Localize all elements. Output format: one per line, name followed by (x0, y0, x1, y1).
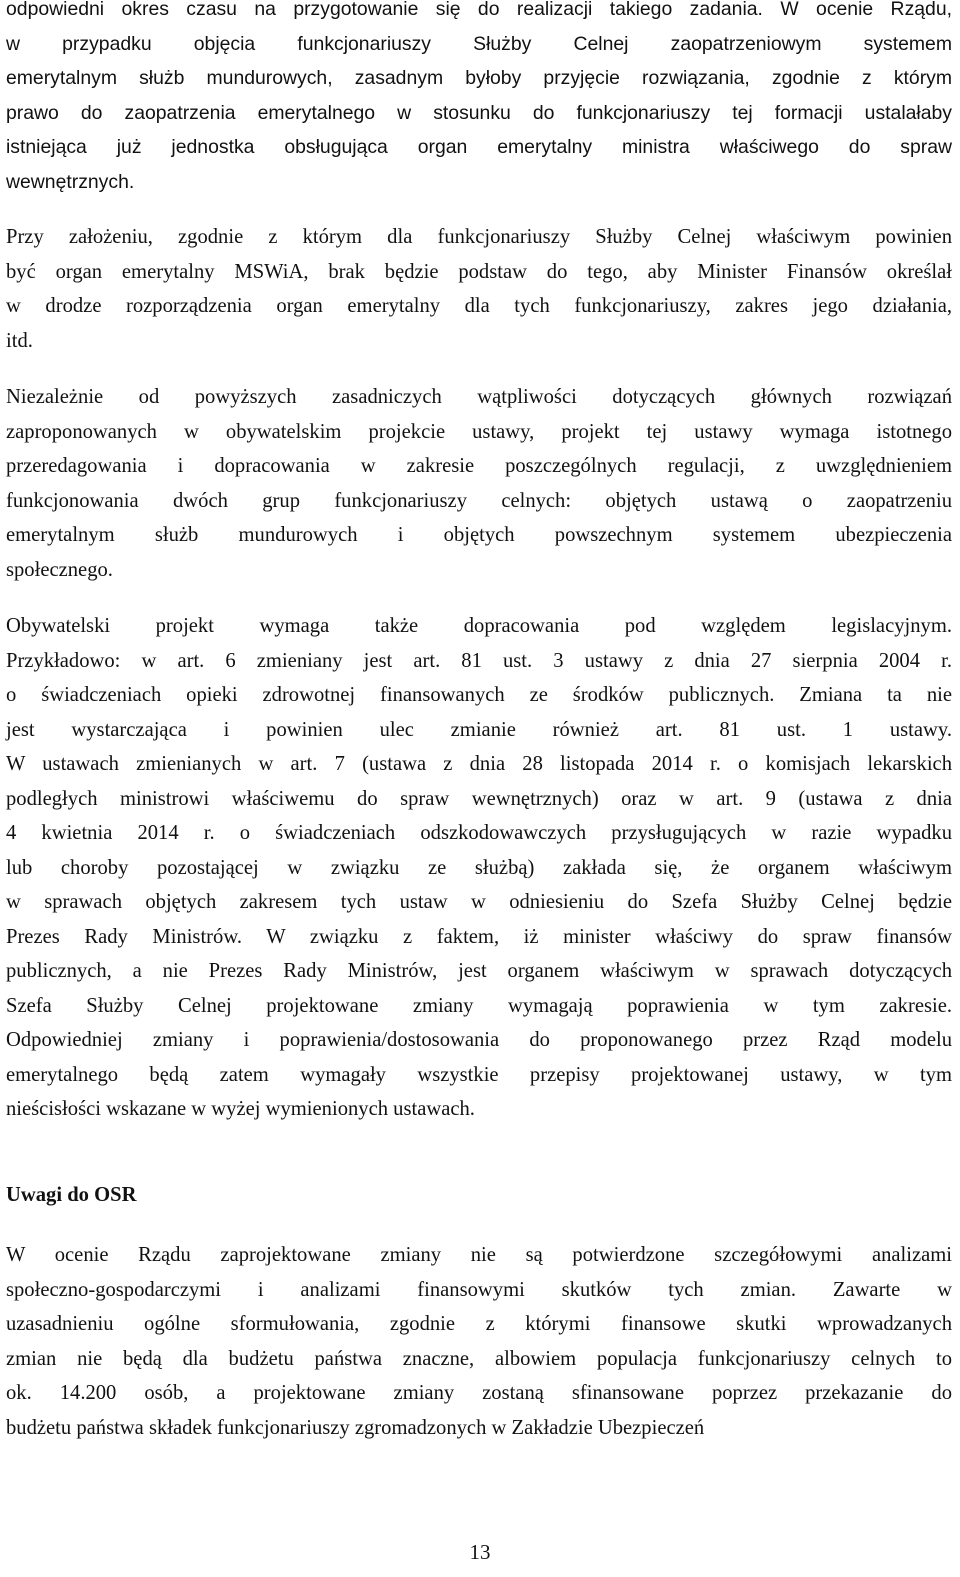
paragraph-watpliwosci (6, 380, 952, 587)
text-line: nieścisłości wskazane w wyżej wymienionych ustawach. (6, 1098, 475, 1120)
paragraph-emerytalny-organ (6, 0, 952, 199)
section-heading-osr: Uwagi do OSR (6, 1184, 137, 1206)
text-line: zmian nie będą dla budżetu państwa znaczne, albowiem populacja funkcjonariuszy celnych to (6, 1347, 952, 1370)
text-line: W ocenie Rządu zaprojektowane zmiany nie są potwierdzone szczegółowymi analizami (6, 1244, 952, 1266)
text-line: istniejąca już jednostka obsługująca organ emerytalny ministra właściwego do spraw (6, 136, 952, 158)
page-number: 13 (469, 1540, 491, 1564)
text-line: prawo do zaopatrzenia emerytalnego w stosunku do funkcjonariuszy tej formacji ustalałaby (6, 101, 952, 124)
text-line: Prezes Rady Ministrów. W związku z faktem, iż minister właściwy do spraw finansów (6, 925, 952, 948)
text-line: w przypadku objęcia funkcjonariuszy Służby Celnej zaopatrzeniowym systemem (6, 32, 952, 55)
text-line: społeczno-gospodarczymi i analizami finansowymi skutków tych zmian. Zawarte w (6, 1278, 952, 1301)
text-line: lub choroby pozostającej w związku ze służbą) zakłada się, że organem właściwym (6, 856, 952, 879)
text-line: publicznych, a nie Prezes Rady Ministrów, jest organem właściwym w sprawach dotyczących (6, 960, 952, 982)
text-line: być organ emerytalny MSWiA, brak będzie podstaw do tego, aby Minister Finansów określał (6, 260, 952, 283)
text-line: przeredagowania i dopracowania w zakresie poszczególnych regulacji, z uwzględnieniem (6, 455, 952, 477)
text-line: w drodze rozporządzenia organ emerytalny dla tych funkcjonariuszy, zakres jego działania, (6, 295, 952, 317)
text-line: ok. 14.200 osób, a projektowane zmiany zostaną sfinansowane poprzez przekazanie do (6, 1382, 952, 1404)
paragraph-legislacyjny (6, 609, 952, 1127)
text-line: 4 kwietnia 2014 r. o świadczeniach odszkodowawczych przysługujących w razie wypadku (6, 822, 952, 844)
text-line: zaproponowanych w obywatelskim projekcie ustawy, projekt tej ustawy wymaga istotnego (6, 420, 952, 443)
text-line: Odpowiedniej zmiany i poprawienia/dostosowania do proponowanego przez Rząd modelu (6, 1029, 952, 1051)
text-line: Przykładowo: w art. 6 zmieniany jest art. 81 ust. 3 ustawy z dnia 27 sierpnia 2004 r. (6, 649, 952, 672)
text-line: Obywatelski projekt wymaga także dopracowania pod względem legislacyjnym. (6, 615, 952, 637)
text-line: emerytalnym służb mundurowych, zasadnym byłoby przyjęcie rozwiązania, zgodnie z którym (6, 67, 952, 89)
text-line: wewnętrznych. (6, 170, 135, 193)
text-line: odpowiedni okres czasu na przygotowanie się do realizacji takiego zadania. W ocenie Rządu, (6, 0, 952, 20)
text-line: w sprawach objętych zakresem tych ustaw w odniesieniu do Szefa Służby Celnej będzie (6, 891, 952, 913)
text-line: uzasadnieniu ogólne sformułowania, zgodnie z którymi finansowe skutki wprowadzanych (6, 1313, 952, 1335)
paragraph-osr (6, 1238, 952, 1445)
text-line: Szefa Służby Celnej projektowane zmiany wymagają poprawienia w tym zakresie. (6, 994, 952, 1017)
text-line: emerytalnego będą zatem wymagały wszystkie przepisy projektowanej ustawy, w tym (6, 1063, 952, 1086)
text-line: podległych ministrowi właściwemu do spraw wewnętrznych) oraz w art. 9 (ustawa z dnia (6, 787, 952, 810)
paragraph-mswia (6, 220, 952, 358)
text-line: Przy założeniu, zgodnie z którym dla funkcjonariuszy Służby Celnej właściwym powinien (6, 226, 952, 248)
text-line: itd. (6, 329, 33, 352)
text-line: społecznego. (6, 558, 113, 581)
text-line: o świadczeniach opieki zdrowotnej finansowanych ze środków publicznych. Zmiana ta nie (6, 684, 952, 706)
text-line: funkcjonowania dwóch grup funkcjonariuszy celnych: objętych ustawą o zaopatrzeniu (6, 489, 952, 512)
text-line: W ustawach zmienianych w art. 7 (ustawa z dnia 28 listopada 2014 r. o komisjach lekarskich (6, 753, 952, 775)
text-line: jest wystarczająca i powinien ulec zmianie również art. 81 ust. 1 ustawy. (6, 718, 952, 741)
text-line: budżetu państwa składek funkcjonariuszy zgromadzonych w Zakładzie Ubezpieczeń (6, 1416, 705, 1439)
text-line: Niezależnie od powyższych zasadniczych wątpliwości dotyczących głównych rozwiązań (6, 386, 952, 408)
text-line: emerytalnym służb mundurowych i objętych powszechnym systemem ubezpieczenia (6, 524, 952, 546)
